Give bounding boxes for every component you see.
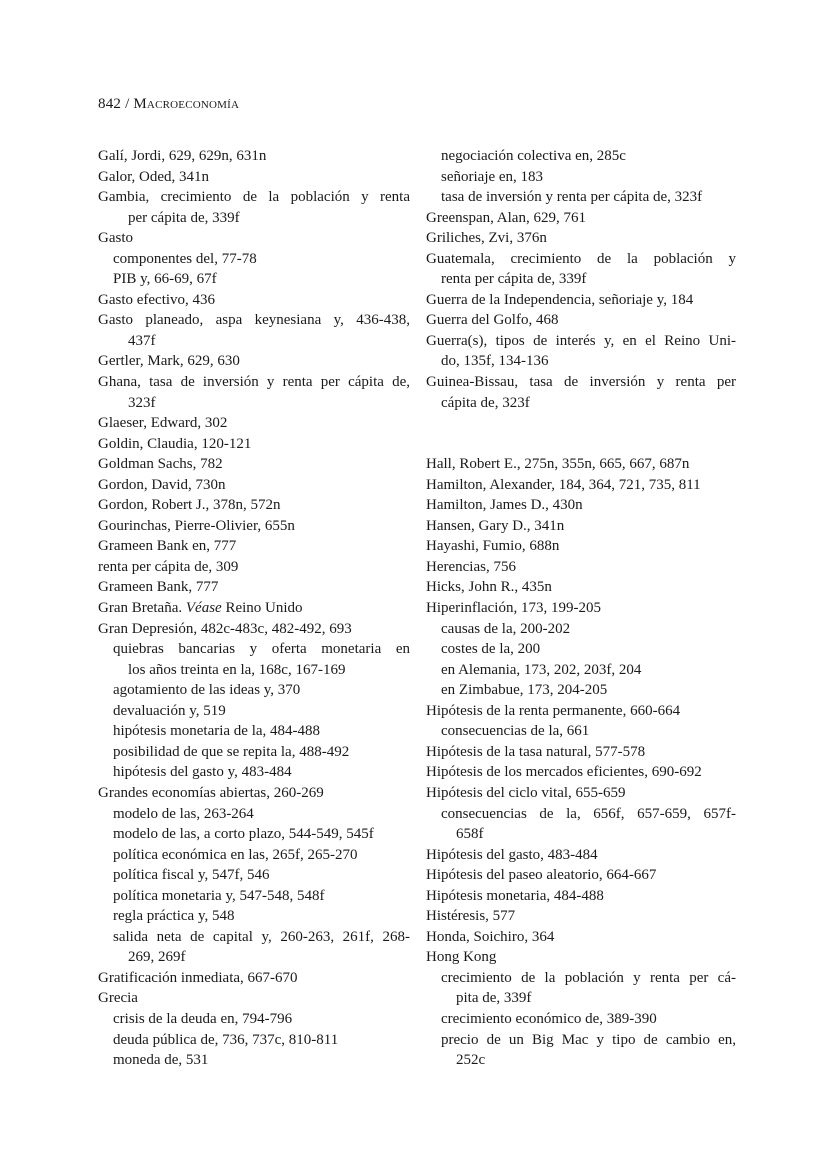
entry-term: Gran Bretaña. [98, 600, 183, 617]
index-entry: Gratificación inmediata, 667-670 [98, 969, 298, 986]
index-subentry: crecimiento de la población y renta per cá- [441, 969, 736, 986]
index-entry: Guatemala, crecimiento de la población y [426, 250, 736, 267]
index-subentry: moneda de, 531 [113, 1052, 209, 1069]
index-entry: Grandes economías abiertas, 260-269 [98, 784, 324, 801]
index-entry: Gordon, Robert J., 378n, 572n [98, 497, 281, 514]
index-entry: Griliches, Zvi, 376n [426, 230, 547, 247]
index-entry: Goldin, Claudia, 120-121 [98, 435, 252, 452]
see-reference-target: Reino Unido [225, 600, 303, 617]
index-entry-continuation: pita de, 339f [456, 990, 532, 1007]
index-entry-continuation: per cápita de, 339f [128, 209, 240, 226]
index-entry-continuation: 252c [456, 1052, 486, 1069]
index-subentry: salida neta de capital y, 260-263, 261f, 268- [113, 928, 410, 945]
index-entry: Gertler, Mark, 629, 630 [98, 353, 240, 370]
index-entry: Grameen Bank en, 777 [98, 538, 237, 555]
index-entry: Hayashi, Fumio, 688n [426, 538, 560, 555]
index-subentry: devaluación y, 519 [113, 702, 226, 719]
index-entry: Gourinchas, Pierre-Olivier, 655n [98, 517, 295, 534]
index-entry: Hipótesis monetaria, 484-488 [426, 887, 604, 904]
index-subentry: PIB y, 66-69, 67f [113, 271, 217, 288]
index-subentry: causas de la, 200-202 [441, 620, 571, 637]
index-subentry: componentes del, 77-78 [113, 250, 257, 267]
index-column-left [98, 146, 410, 1071]
index-subentry: negociación colectiva en, 285c [441, 148, 626, 164]
index-entry: Hipótesis del ciclo vital, 655-659 [426, 784, 626, 801]
index-entry-continuation: 269, 269f [128, 949, 186, 966]
index-entry: Guinea-Bissau, tasa de inversión y renta per [426, 374, 736, 391]
index-entry: renta per cápita de, 309 [98, 558, 239, 575]
index-entry: Histéresis, 577 [426, 908, 516, 925]
index-entry: Herencias, 756 [426, 558, 516, 575]
index-entry-continuation: los años treinta en la, 168c, 167-169 [128, 661, 346, 678]
index-subentry: crecimiento económico de, 389-390 [441, 1010, 657, 1027]
index-subentry: consecuencias de la, 661 [441, 723, 590, 740]
index-subentry: deuda pública de, 736, 737c, 810-811 [113, 1031, 339, 1048]
index-entry: Gasto [98, 230, 133, 247]
index-subentry: posibilidad de que se repita la, 488-492 [113, 743, 350, 760]
index-subentry: modelo de las, 263-264 [113, 805, 254, 822]
index-entry: Hicks, John R., 435n [426, 579, 552, 596]
index-entry: Hiperinflación, 173, 199-205 [426, 600, 601, 617]
index-column-right [426, 146, 736, 1071]
page-number: 842 [98, 96, 122, 112]
index-entry: Hall, Robert E., 275n, 355n, 665, 667, 687n [426, 456, 690, 473]
index-subentry: regla práctica y, 548 [113, 908, 235, 925]
index-entry: Gordon, David, 730n [98, 476, 226, 493]
index-entry: Galor, Oded, 341n [98, 168, 210, 185]
index-subentry: en Zimbabue, 173, 204-205 [441, 682, 608, 699]
index-entry: Goldman Sachs, 782 [98, 456, 223, 473]
index-entry: Greenspan, Alan, 629, 761 [426, 209, 586, 226]
index-subentry: hipótesis monetaria de la, 484-488 [113, 723, 321, 740]
index-subentry: consecuencias de la, 656f, 657-659, 657f- [441, 805, 736, 822]
index-subentry: política económica en las, 265f, 265-270 [113, 846, 358, 863]
index-entry: Hipótesis de la renta permanente, 660-664 [426, 702, 681, 719]
index-entry: Glaeser, Edward, 302 [98, 415, 228, 432]
index-subentry: modelo de las, a corto plazo, 544-549, 545f [113, 826, 374, 843]
index-subentry: política fiscal y, 547f, 546 [113, 867, 270, 884]
index-entry: Hipótesis del gasto, 483-484 [426, 846, 598, 863]
index-entry: Hipótesis de la tasa natural, 577-578 [426, 743, 646, 760]
index-entry: Hipótesis del paseo aleatorio, 664-667 [426, 867, 657, 884]
letter-section-gap [426, 434, 736, 455]
index-entry: Guerra de la Independencia, señoriaje y, 184 [426, 291, 694, 308]
index-subentry: agotamiento de las ideas y, 370 [113, 682, 301, 699]
book-title: Macroeconomía [133, 96, 240, 112]
index-entry: Hipótesis de los mercados eficientes, 690-692 [426, 764, 702, 781]
index-entry: Hamilton, James D., 430n [426, 497, 583, 514]
index-subentry: tasa de inversión y renta per cápita de, 323f [441, 189, 703, 206]
index-entry: Gran Depresión, 482c-483c, 482-492, 693 [98, 620, 352, 637]
index-entry: Ghana, tasa de inversión y renta per cápita de, [98, 374, 410, 391]
index-subentry: hipótesis del gasto y, 483-484 [113, 764, 292, 781]
page-header [98, 96, 239, 113]
index-entry-continuation: 658f [456, 826, 484, 843]
see-reference-label: Véase [185, 600, 222, 617]
index-subentry: costes de la, 200 [441, 641, 541, 658]
index-subentry: precio de un Big Mac y tipo de cambio en, [441, 1031, 736, 1048]
index-entry-continuation: 437f [128, 332, 156, 349]
index-subentry: señoriaje en, 183 [441, 168, 544, 185]
index-entry: Hansen, Gary D., 341n [426, 517, 565, 534]
index-entry-continuation: do, 135f, 134-136 [441, 353, 549, 370]
index-subentry: quiebras bancarias y oferta monetaria en [113, 641, 410, 658]
header-separator: / [125, 96, 130, 112]
index-entry: Gasto planeado, aspa keynesiana y, 436-438, [98, 312, 410, 329]
index-entry-continuation: cápita de, 323f [441, 394, 530, 411]
index-entry: Guerra(s), tipos de interés y, en el Reino Uni- [426, 332, 736, 349]
index-subentry: política monetaria y, 547-548, 548f [113, 887, 325, 904]
index-entry: Galí, Jordi, 629, 629n, 631n [98, 148, 267, 164]
index-entry-continuation: renta per cápita de, 339f [441, 271, 587, 288]
index-subentry: crisis de la deuda en, 794-796 [113, 1010, 293, 1027]
index-entry: Guerra del Golfo, 468 [426, 312, 559, 329]
index-entry: Hamilton, Alexander, 184, 364, 721, 735, 811 [426, 476, 701, 493]
index-entry: Gambia, crecimiento de la población y renta [98, 189, 410, 206]
index-entry-continuation: 323f [128, 394, 156, 411]
index-entry [98, 598, 410, 619]
index-entry: Honda, Soichiro, 364 [426, 928, 555, 945]
index-subentry: en Alemania, 173, 202, 203f, 204 [441, 661, 642, 678]
index-entry: Grameen Bank, 777 [98, 579, 219, 596]
index-entry: Grecia [98, 990, 138, 1007]
index-entry: Gasto efectivo, 436 [98, 291, 216, 308]
letter-section-gap [426, 413, 736, 434]
index-entry: Hong Kong [426, 949, 497, 966]
